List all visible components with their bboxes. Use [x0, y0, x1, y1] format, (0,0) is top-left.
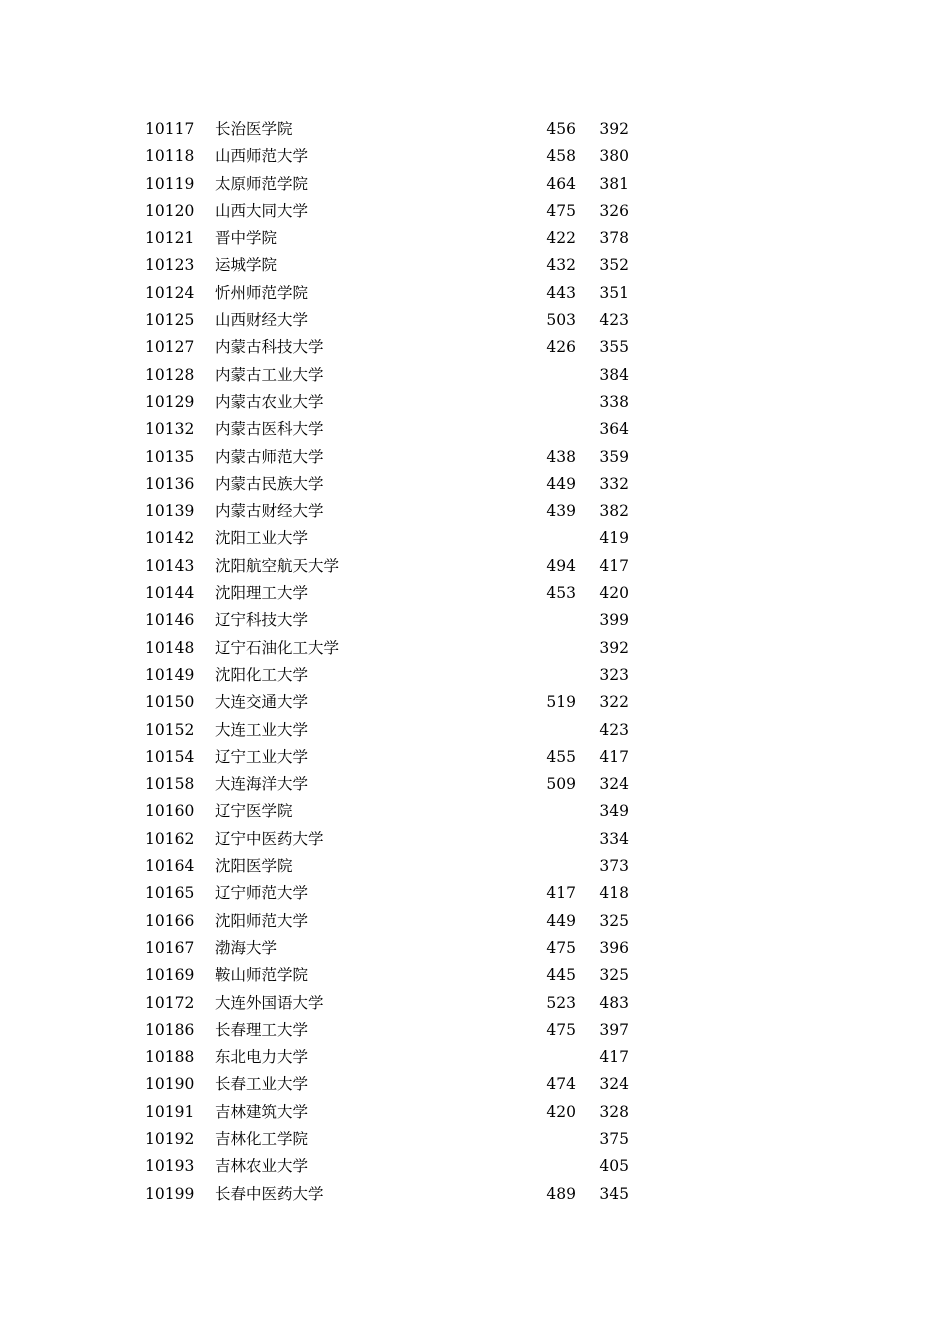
- score-a-cell: 453: [546, 584, 576, 603]
- score-b-cell: 392: [599, 638, 629, 657]
- table-row: [145, 198, 645, 225]
- score-b-cell: 352: [599, 256, 629, 275]
- score-a-cell: 509: [546, 775, 576, 794]
- school-code-cell: 10192: [145, 1129, 195, 1148]
- table-row: [145, 580, 645, 607]
- score-a-cell: 449: [546, 474, 576, 493]
- score-a-cell: 455: [546, 747, 576, 766]
- school-code-cell: 10199: [145, 1184, 195, 1203]
- score-b-cell: 420: [599, 584, 629, 603]
- score-a-cell: 523: [546, 993, 576, 1012]
- school-code-cell: 10119: [145, 174, 195, 193]
- score-b-cell: 381: [599, 174, 629, 193]
- school-name-cell: 长春中医药大学: [215, 1184, 324, 1203]
- score-b-cell: 375: [599, 1129, 629, 1148]
- table-row: [145, 826, 645, 853]
- score-b-cell: 334: [599, 829, 629, 848]
- school-name-cell: 山西大同大学: [215, 201, 309, 220]
- score-b-cell: 418: [599, 884, 629, 903]
- school-code-cell: 10169: [145, 966, 195, 985]
- table-row: [145, 717, 645, 744]
- table-row: [145, 1099, 645, 1126]
- score-b-cell: 345: [599, 1184, 629, 1203]
- table-row: [145, 990, 645, 1017]
- score-b-cell: 325: [599, 966, 629, 985]
- score-a-cell: 489: [546, 1184, 576, 1203]
- score-a-cell: 456: [546, 120, 576, 138]
- school-name-cell: 内蒙古医科大学: [215, 420, 324, 439]
- school-code-cell: 10186: [145, 1020, 195, 1039]
- school-name-cell: 山西师范大学: [215, 147, 309, 166]
- school-code-cell: 10164: [145, 857, 195, 876]
- school-name-cell: 沈阳工业大学: [215, 529, 309, 548]
- school-name-cell: 忻州师范学院: [215, 283, 309, 302]
- school-code-cell: 10188: [145, 1048, 195, 1067]
- school-name-cell: 辽宁石油化工大学: [215, 638, 340, 657]
- school-name-cell: 辽宁工业大学: [215, 747, 309, 766]
- school-code-cell: 10129: [145, 392, 195, 411]
- school-name-cell: 辽宁中医药大学: [215, 829, 324, 848]
- school-code-cell: 10150: [145, 693, 195, 712]
- school-name-cell: 吉林化工学院: [215, 1129, 309, 1148]
- school-code-cell: 10118: [145, 147, 195, 166]
- score-a-cell: 422: [546, 229, 576, 248]
- table-row: [145, 471, 645, 498]
- score-b-cell: 417: [599, 747, 629, 766]
- score-b-cell: 373: [599, 857, 629, 876]
- school-name-cell: 内蒙古财经大学: [215, 502, 324, 521]
- school-name-cell: 内蒙古民族大学: [215, 474, 324, 493]
- score-b-cell: 423: [599, 720, 629, 739]
- table-row: [145, 635, 645, 662]
- table-row: [145, 962, 645, 989]
- school-code-cell: 10144: [145, 584, 195, 603]
- score-b-cell: 364: [599, 420, 629, 439]
- school-code-cell: 10190: [145, 1075, 195, 1094]
- school-code-cell: 10132: [145, 420, 195, 439]
- school-name-cell: 山西财经大学: [215, 311, 309, 330]
- school-name-cell: 沈阳理工大学: [215, 584, 309, 603]
- school-code-cell: 10172: [145, 993, 195, 1012]
- score-b-cell: 399: [599, 611, 629, 630]
- table-row: [145, 744, 645, 771]
- school-name-cell: 沈阳化工大学: [215, 665, 309, 684]
- score-b-cell: 322: [599, 693, 629, 712]
- score-a-cell: 445: [546, 966, 576, 985]
- school-name-cell: 大连交通大学: [215, 693, 309, 712]
- school-name-cell: 东北电力大学: [215, 1048, 309, 1067]
- score-b-cell: 359: [599, 447, 629, 466]
- school-name-cell: 辽宁师范大学: [215, 884, 309, 903]
- table-row: [145, 662, 645, 689]
- score-a-cell: 519: [546, 693, 576, 712]
- table-row: [145, 307, 645, 334]
- score-a-cell: 503: [546, 311, 576, 330]
- school-code-cell: 10191: [145, 1102, 195, 1121]
- table-row: [145, 525, 645, 552]
- score-a-cell: 494: [546, 556, 576, 575]
- score-b-cell: 378: [599, 229, 629, 248]
- table-row: [145, 689, 645, 716]
- table-row: [145, 935, 645, 962]
- score-b-cell: 323: [599, 665, 629, 684]
- table-row: [145, 1071, 645, 1098]
- table-row: [145, 389, 645, 416]
- school-name-cell: 运城学院: [215, 256, 278, 275]
- school-code-cell: 10158: [145, 775, 195, 794]
- school-name-cell: 沈阳师范大学: [215, 911, 309, 930]
- table-row: [145, 225, 645, 252]
- school-code-cell: 10154: [145, 747, 195, 766]
- score-table: [145, 116, 645, 1208]
- score-b-cell: 392: [599, 120, 629, 138]
- school-name-cell: 内蒙古师范大学: [215, 447, 324, 466]
- table-row: [145, 171, 645, 198]
- school-code-cell: 10123: [145, 256, 195, 275]
- score-a-cell: 474: [546, 1075, 576, 1094]
- score-a-cell: 443: [546, 283, 576, 302]
- score-a-cell: 464: [546, 174, 576, 193]
- score-a-cell: 475: [546, 1020, 576, 1039]
- school-code-cell: 10148: [145, 638, 195, 657]
- table-row: [145, 880, 645, 907]
- score-a-cell: 432: [546, 256, 576, 275]
- score-b-cell: 332: [599, 474, 629, 493]
- school-code-cell: 10167: [145, 938, 195, 957]
- school-name-cell: 鞍山师范学院: [215, 966, 309, 985]
- table-row: [145, 334, 645, 361]
- school-name-cell: 长治医学院: [215, 120, 293, 138]
- school-code-cell: 10152: [145, 720, 195, 739]
- table-row: [145, 143, 645, 170]
- school-code-cell: 10146: [145, 611, 195, 630]
- score-b-cell: 324: [599, 775, 629, 794]
- table-row: [145, 252, 645, 279]
- table-row: [145, 1126, 645, 1153]
- school-name-cell: 辽宁医学院: [215, 802, 293, 821]
- score-b-cell: 338: [599, 392, 629, 411]
- table-row: [145, 908, 645, 935]
- school-code-cell: 10165: [145, 884, 195, 903]
- school-name-cell: 长春理工大学: [215, 1020, 309, 1039]
- score-b-cell: 355: [599, 338, 629, 357]
- school-name-cell: 辽宁科技大学: [215, 611, 309, 630]
- score-b-cell: 351: [599, 283, 629, 302]
- school-name-cell: 沈阳航空航天大学: [215, 556, 340, 575]
- table-row: [145, 607, 645, 634]
- table-row: [145, 280, 645, 307]
- school-code-cell: 10162: [145, 829, 195, 848]
- table-row: [145, 798, 645, 825]
- school-code-cell: 10139: [145, 502, 195, 521]
- school-name-cell: 内蒙古科技大学: [215, 338, 324, 357]
- school-code-cell: 10127: [145, 338, 195, 357]
- score-a-cell: 475: [546, 201, 576, 220]
- score-b-cell: 397: [599, 1020, 629, 1039]
- score-a-cell: 449: [546, 911, 576, 930]
- table-row: [145, 416, 645, 443]
- score-b-cell: 419: [599, 529, 629, 548]
- score-b-cell: 384: [599, 365, 629, 384]
- score-a-cell: 426: [546, 338, 576, 357]
- table-row: [145, 771, 645, 798]
- school-code-cell: 10135: [145, 447, 195, 466]
- school-code-cell: 10128: [145, 365, 195, 384]
- school-code-cell: 10124: [145, 283, 195, 302]
- score-b-cell: 325: [599, 911, 629, 930]
- school-name-cell: 渤海大学: [215, 938, 278, 957]
- school-name-cell: 大连工业大学: [215, 720, 309, 739]
- score-b-cell: 324: [599, 1075, 629, 1094]
- table-row: [145, 1181, 645, 1208]
- school-name-cell: 吉林建筑大学: [215, 1102, 309, 1121]
- table-row: [145, 1044, 645, 1071]
- table-row: [145, 553, 645, 580]
- table-row: [145, 1017, 645, 1044]
- school-name-cell: 大连海洋大学: [215, 775, 309, 794]
- table-row: [145, 853, 645, 880]
- school-code-cell: 10160: [145, 802, 195, 821]
- score-a-cell: 417: [546, 884, 576, 903]
- school-code-cell: 10117: [145, 120, 195, 138]
- school-name-cell: 太原师范学院: [215, 174, 309, 193]
- score-b-cell: 349: [599, 802, 629, 821]
- score-a-cell: 420: [546, 1102, 576, 1121]
- school-code-cell: 10121: [145, 229, 195, 248]
- score-a-cell: 439: [546, 502, 576, 521]
- table-row: [145, 444, 645, 471]
- score-b-cell: 417: [599, 1048, 629, 1067]
- table-row: [145, 116, 645, 143]
- score-a-cell: 475: [546, 938, 576, 957]
- score-b-cell: 483: [599, 993, 629, 1012]
- school-name-cell: 内蒙古工业大学: [215, 365, 324, 384]
- school-name-cell: 晋中学院: [215, 229, 278, 248]
- score-b-cell: 405: [599, 1157, 629, 1176]
- score-a-cell: 458: [546, 147, 576, 166]
- school-code-cell: 10136: [145, 474, 195, 493]
- school-code-cell: 10149: [145, 665, 195, 684]
- table-row: [145, 1153, 645, 1180]
- school-name-cell: 吉林农业大学: [215, 1157, 309, 1176]
- table-row: [145, 362, 645, 389]
- school-code-cell: 10120: [145, 201, 195, 220]
- school-code-cell: 10142: [145, 529, 195, 548]
- school-name-cell: 大连外国语大学: [215, 993, 324, 1012]
- school-name-cell: 内蒙古农业大学: [215, 392, 324, 411]
- score-b-cell: 396: [599, 938, 629, 957]
- school-code-cell: 10166: [145, 911, 195, 930]
- school-code-cell: 10193: [145, 1157, 195, 1176]
- table-row: [145, 498, 645, 525]
- score-b-cell: 326: [599, 201, 629, 220]
- score-b-cell: 382: [599, 502, 629, 521]
- score-b-cell: 328: [599, 1102, 629, 1121]
- school-code-cell: 10125: [145, 311, 195, 330]
- school-name-cell: 长春工业大学: [215, 1075, 309, 1094]
- score-b-cell: 417: [599, 556, 629, 575]
- score-a-cell: 438: [546, 447, 576, 466]
- score-b-cell: 380: [599, 147, 629, 166]
- score-b-cell: 423: [599, 311, 629, 330]
- school-name-cell: 沈阳医学院: [215, 857, 293, 876]
- school-code-cell: 10143: [145, 556, 195, 575]
